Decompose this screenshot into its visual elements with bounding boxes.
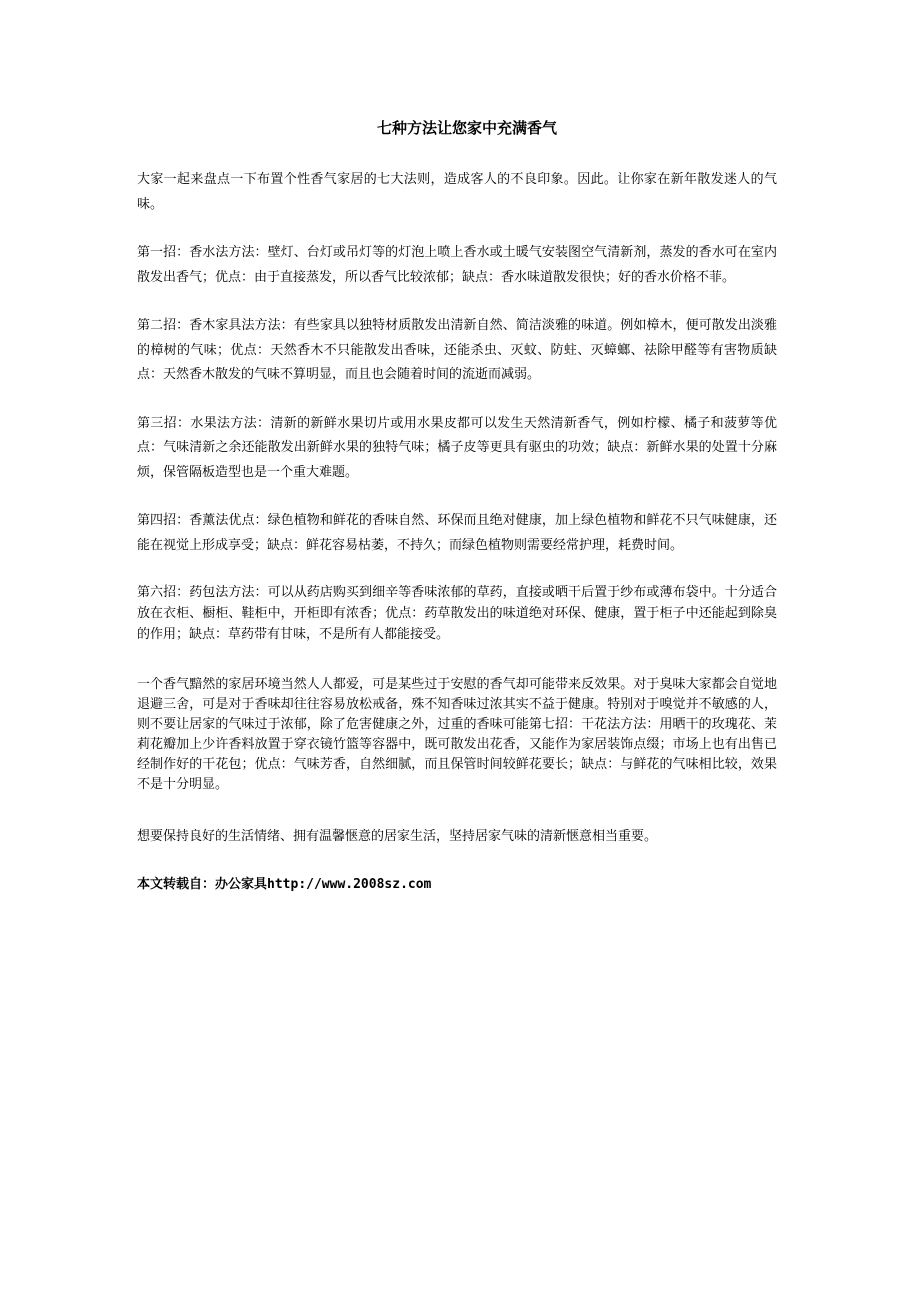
method-3-paragraph: 第三招：水果法方法：清新的新鲜水果切片或用水果皮都可以发生天然清新香气，例如柠檬、橘子和菠萝等优点：气味清新之余还能散发出新鲜水果的独特气味；橘子皮等更具有驱虫的功效；缺点：新鲜水果的处置十分麻烦，保管隔板造型也是一个重大难题。 [137,415,777,480]
document-title: 七种方法让您家中充满香气 [376,119,557,137]
document-page [137,118,777,896]
source-label: 本文转载自：办公家具 [137,876,268,892]
method-2-paragraph: 第二招：香木家具法方法：有些家具以独特材质散发出清新自然、简洁淡雅的味道。例如樟木，便可散发出淡雅的樟树的气味；优点：天然香木不只能散发出香味，还能杀虫、灭蚊、防蛀、灭蟑螂、祛除甲醛等有害物质缺点：天然香木散发的气味不算明显，而且也会随着时间的流逝而减弱。 [137,318,777,382]
method-4-paragraph: 第四招：香薰法优点：绿色植物和鲜花的香味自然、环保而且绝对健康，加上绿色植物和鲜花不只气味健康，还能在视觉上形成享受；缺点：鲜花容易枯萎，不持久；而绿色植物则需要经常护理，耗费时间。 [137,513,777,553]
method-6-paragraph: 第六招：药包法方法：可以从药店购买到细辛等香味浓郁的草药，直接或晒干后置于纱布或薄布袋中。十分适合放在衣柜、橱柜、鞋柜中，开柜即有浓香；优点：药草散发出的味道绝对环保、健康，置于柜子中还能起到除臭的作用；缺点：草药带有甘味，不是所有人都能接受。 [137,585,777,642]
conclusion-paragraph: 想要保持良好的生活情绪、拥有温馨惬意的居家生活，坚持居家气味的清新惬意相当重要。 [137,829,658,844]
method-7-paragraph: 一个香气黯然的家居环境当然人人都爱，可是某些过于安慰的香气却可能带来反效果。对于臭味大家都会自觉地退避三舍，可是对于香味却往往容易放松戒备，殊不知香味过浓其实不益于健康。特别对于嗅觉并不敏感的人，则不要让居家的气味过于浓郁，除了危害健康之外，过重的香味可能第七招：干花法方法：用晒干的玫瑰花、茉莉花瓣加上少许香料放置于穿衣镜竹篮等容器中，既可散发出花香，又能作为家居装饰点缀；市场上也有出售已经制作好的干花包；优点：气味芳香，自然细腻，而且保管时间较鲜花要长；缺点：与鲜花的气味相比较，效果不是十分明显。 [137,677,777,792]
intro-paragraph: 大家一起来盘点一下布置个性香气家居的七大法则，造成客人的不良印象。因此。让你家在新年散发迷人的气味。 [137,172,777,212]
source-link[interactable]: http://www.2008sz.com [267,876,432,892]
method-1-paragraph: 第一招：香水法方法：壁灯、台灯或吊灯等的灯泡上喷上香水或土暖气安装图空气清新剂，蒸发的香水可在室内散发出香气；优点：由于直接蒸发，所以香气比较浓郁；缺点：香水味道散发很快；好的香水价格不菲。 [137,245,777,285]
source-line [137,874,777,896]
